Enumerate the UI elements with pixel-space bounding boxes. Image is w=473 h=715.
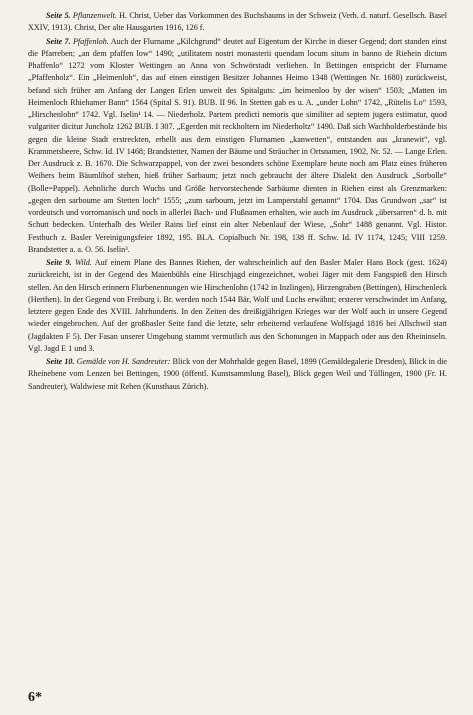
note-entry-seite-7 [28, 36, 447, 257]
entry-body: Auch der Flurname „Kilchgrund“ deutet auf Eigentum der Kirche in dieser Gegend; dort standen einst die Pfarreben; „an dem pfaffen low“ 1490; „utilitatem nostri monasterii quendam locum situm in banno de Riehein dictum Phaffenlo“ 1272 vom Kloster Wettingen an Anna von Schwörstadt verliehen. In Bettingen entspricht der Flurname „Pfaffenholz“. Ein „Heimenloh“, das auf einen einstigen Besitzer Johannes Heimo 1348 (Wettingen Nr. 1680) zurückweist, befand sich früher am Anfang der Langen Erlen unweit des Spitalguts: „im heimenloo by der wisen“ 1503; „Matten im Heimenloch Rhiehamer Bann“ 1564 (Spital S. 91). BUB. II 96. In Stetten gab es u. A. „under Lohn“ 1742, „Rütelis Lo“ 1593, „Hirschenlohn“ 1742. Vgl. Iselin¹ 14. — Niederholz. Partem predicti nemoris que similiter ad septem jugera estimatur, quod vulgariter dicitur Juncholz 1262 BUB. I 307. „Egerden mit reckholtern im Niederholtz“ 1490. Daß sich Wachholderbestände bis gegen die kleine Stadt erstreckten, erhellt aus dem einstigen Flurnamen „kanwetten“, entstanden aus „kranewit“, vgl. Krammetsbeere, Schw. Id. IV 1468; Brandstetter, Namen der Bäume und Sträucher in Ortsnamen, 1902, Nr. 52. — Lange Erlen. Der Ausdruck z. B. 1670. Die Schwarzpappel, von der zwei besonders schöne Exemplare heute noch am Platz eines früheren Weihers beim Bäumlihof stehen, hieß früher Sarbaum; jetzt noch gebraucht der ältere Dialekt den Ausdruck „Sorbolle“ (Bolle=Pappel). Aehnliche durch Wuchs und Größe hervorstechende Sarbäume dienten in Riehen einst als Grenzmarken: „gegen den sarboume am Stetten loch“ 1555; „zum sarboum, jetzt im Lamperstahl genannt“ 1704. Das Grundwort „sar“ ist vordeutsch und vorromanisch und noch in allerlei Bach- und Flußnamen erhalten, wie auch im Ausdruck „übersarren“ d. h. mit Schutt bedecken. Unterhalb des Weiler Rains lief einst ein alter Nebenlauf der Wiese, „Sohr“ 1488 genannt. Vgl. Histor. Festbuch z. Basler Vereinigungsfeier 1892, 195. BLA. Copialbuch Nr. 198, 138 ff. Schw. Id. IV 1174, 1245; VIII 1259. Brandstetter a. a. O. 56. Iselin³. [28, 36, 448, 254]
note-entry-seite-5 [28, 10, 447, 35]
entry-page-reference: Seite 7. [46, 36, 71, 46]
entry-body: H. Christ, Ueber das Vorkommen des Buchsbaums in der Schweiz (Verh. d. naturf. Gesellsch. Basel XXIV, 1913). Christ, Der alte Hausgarten 1916, 126 f. [28, 11, 448, 33]
entry-page-reference: Seite 9. [46, 258, 72, 267]
entry-page-reference: Seite 5. [46, 11, 71, 20]
entry-title: Gemälde von H. Sandreuter: [76, 357, 171, 366]
note-entry-seite-10 [28, 356, 447, 393]
entry-body: Auf einem Plane des Bannes Riehen, der wahrscheinlich auf den Basler Maler Hans Bock (gest. 1624) zurückreicht, ist in der Gegend des Maienbühls eine Hirschjagd eingezeichnet, wobei Jäger mit dem Fangspieß den Hirsch stellen. An den Hirsch erinnern Flurbenennungen wie Hirschenlohn (1742 in Inzlingen), Hirzengraben (Bettingen), Hirschenleck (Herthen). In der Gegend von Freiburg i. Br. werden noch 1544 Bär, Wolf und Luchs erwähnt; ersterer verschwindet im Anfang, letztere gegen Ende des XVIII. Jahrhunderts. In den Zeiten des dreißigjährigen Krieges war der Wolf auch in unsere Gegend wieder eingebrochen. Auf der großbasler Seite fand die letzte, sehr erheiternd verlaufene Wolfsjagd 1816 bei Allschwil statt (Jagdakten F 5). Der Fasan unserer Umgebung stammt vermutlich aus den Schonungen in Mappach oder aus den Rheininseln. Vgl. Jagd E 1 und 3. [28, 258, 447, 353]
entry-title: Wild. [74, 258, 92, 267]
page-number: 6* [28, 690, 42, 705]
note-entry-seite-9 [28, 257, 447, 355]
entry-title: Pfaffenloh. [72, 36, 109, 46]
entry-title: Pflanzenwelt. [72, 11, 117, 20]
entry-page-reference: Seite 10. [46, 357, 75, 366]
entry-body: Blick von der Mohrhalde gegen Basel, 1899 (Gemäldegalerie Dresden), Blick in die Rheinebene vom Lenzen bei Bettingen, 1900 (öffentl. Kunstsammlung Basel), Blick gegen Weil und Tüllingen, 1900 (Fr. H. Sandreuter), Waldwiese mit Rehen (Kunsthaus Zürich). [28, 357, 448, 391]
